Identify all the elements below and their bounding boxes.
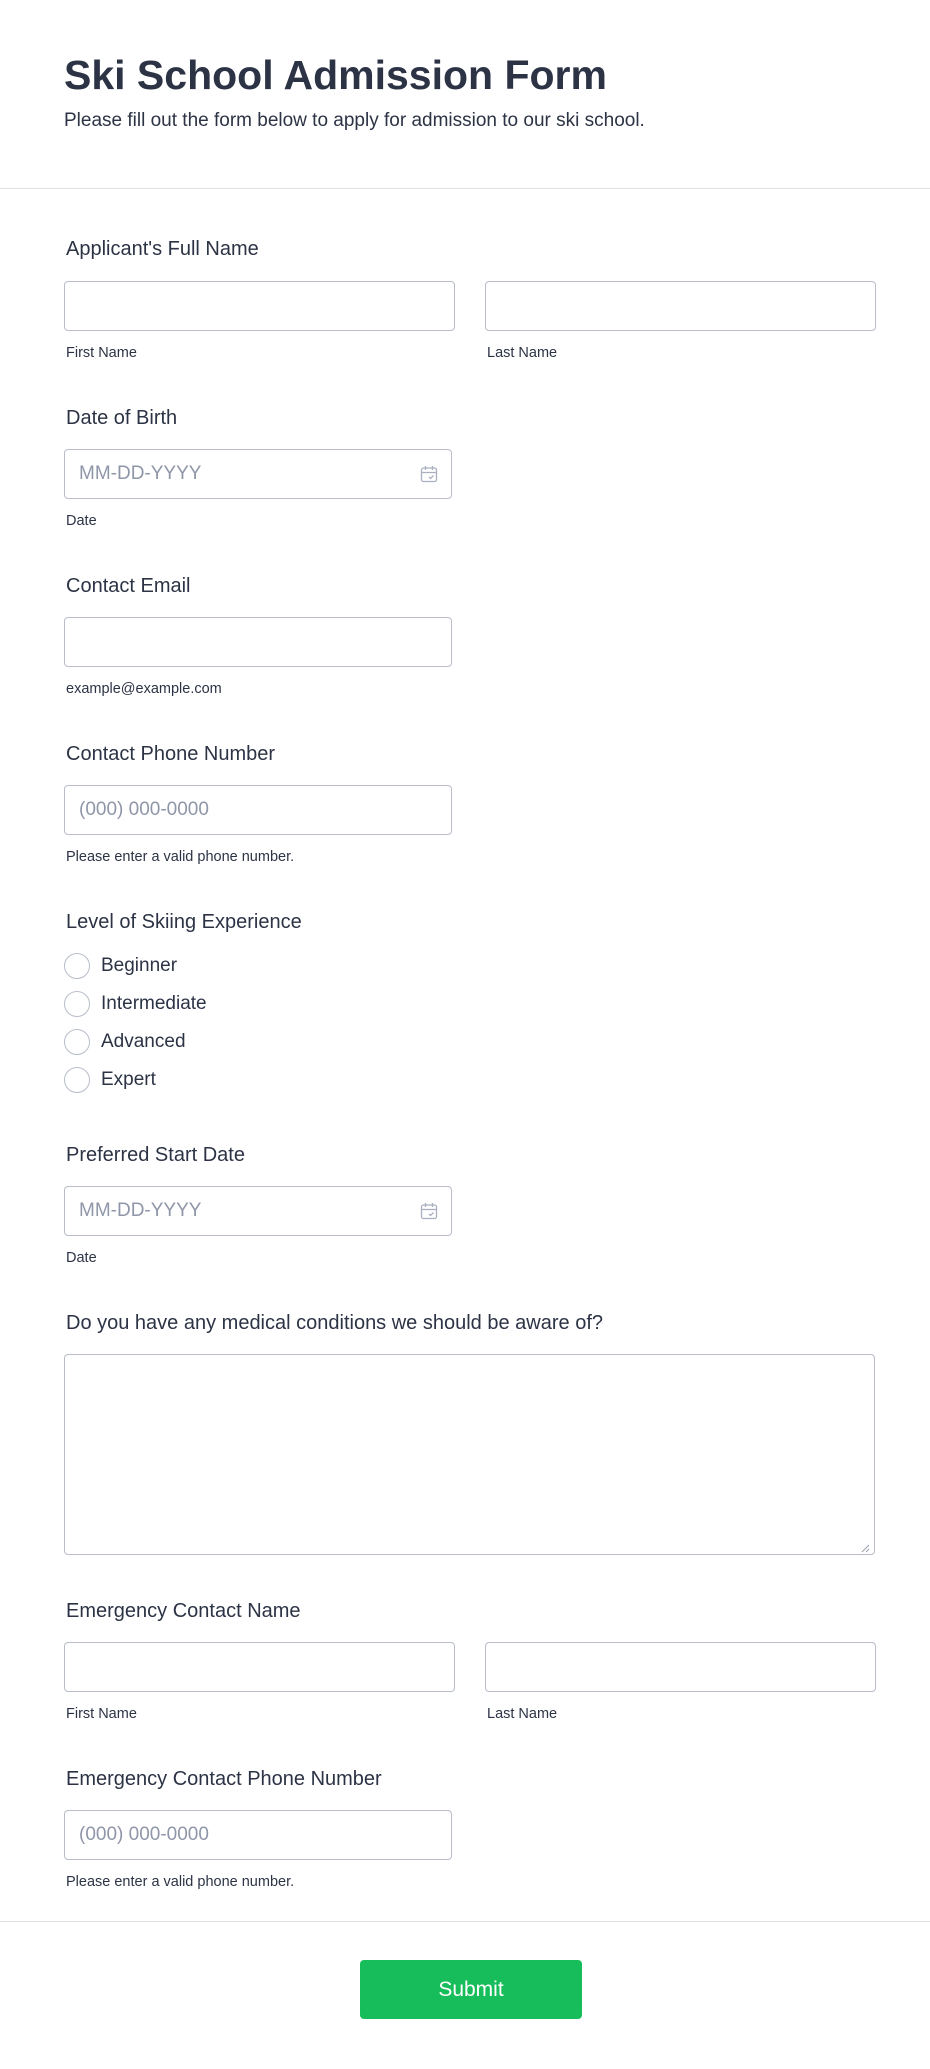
calendar-icon[interactable]: [420, 1202, 438, 1220]
preferred-start-date-sublabel: Date: [66, 1250, 97, 1266]
radio-label: Advanced: [101, 1031, 186, 1052]
radio-option-beginner[interactable]: [64, 952, 364, 980]
radio-label: Intermediate: [101, 993, 207, 1014]
radio-button[interactable]: [64, 953, 90, 979]
form-header: [0, 0, 930, 189]
applicant-name-label: Applicant's Full Name: [66, 238, 259, 260]
emergency-contact-phone-label: Emergency Contact Phone Number: [66, 1768, 382, 1790]
submit-button[interactable]: Submit: [360, 1960, 582, 2019]
applicant-first-name-sublabel: First Name: [66, 345, 137, 361]
contact-phone-sublabel: Please enter a valid phone number.: [66, 849, 295, 865]
date-of-birth-input[interactable]: [64, 449, 452, 499]
emergency-contact-phone-sublabel: Please enter a valid phone number.: [66, 1874, 295, 1890]
emergency-contact-phone-input[interactable]: [64, 1810, 452, 1860]
medical-conditions-label: Do you have any medical conditions we should be aware of?: [66, 1312, 603, 1334]
contact-phone-label: Contact Phone Number: [66, 743, 276, 765]
contact-phone-input[interactable]: [64, 785, 452, 835]
form-title: Ski School Admission Form: [64, 52, 607, 98]
emergency-contact-name-label: Emergency Contact Name: [66, 1600, 301, 1622]
emergency-first-name-sublabel: First Name: [66, 1706, 137, 1722]
radio-button[interactable]: [64, 1067, 90, 1093]
radio-label: Beginner: [101, 955, 178, 976]
radio-option-advanced[interactable]: [64, 1028, 364, 1056]
resize-grip-icon[interactable]: [860, 1540, 870, 1550]
radio-option-expert[interactable]: [64, 1066, 364, 1094]
contact-email-sublabel: example@example.com: [66, 681, 222, 697]
calendar-icon[interactable]: [420, 465, 438, 483]
skiing-experience-label: Level of Skiing Experience: [66, 911, 302, 933]
radio-button[interactable]: [64, 991, 90, 1017]
applicant-first-name-input[interactable]: [64, 281, 455, 331]
emergency-first-name-input[interactable]: [64, 1642, 455, 1692]
radio-button[interactable]: [64, 1029, 90, 1055]
preferred-start-date-input[interactable]: [64, 1186, 452, 1236]
preferred-start-date-label: Preferred Start Date: [66, 1144, 245, 1166]
applicant-last-name-sublabel: Last Name: [487, 345, 558, 361]
form-subtitle: Please fill out the form below to apply for admission to our ski school.: [64, 110, 645, 131]
emergency-last-name-input[interactable]: [485, 1642, 876, 1692]
medical-conditions-textarea[interactable]: [64, 1354, 875, 1555]
footer-divider: [0, 1921, 930, 1922]
contact-email-input[interactable]: [64, 617, 452, 667]
contact-email-label: Contact Email: [66, 575, 191, 597]
applicant-last-name-input[interactable]: [485, 281, 876, 331]
radio-option-intermediate[interactable]: [64, 990, 364, 1018]
date-of-birth-sublabel: Date: [66, 513, 97, 529]
date-of-birth-label: Date of Birth: [66, 407, 178, 429]
emergency-last-name-sublabel: Last Name: [487, 1706, 558, 1722]
radio-label: Expert: [101, 1069, 156, 1090]
